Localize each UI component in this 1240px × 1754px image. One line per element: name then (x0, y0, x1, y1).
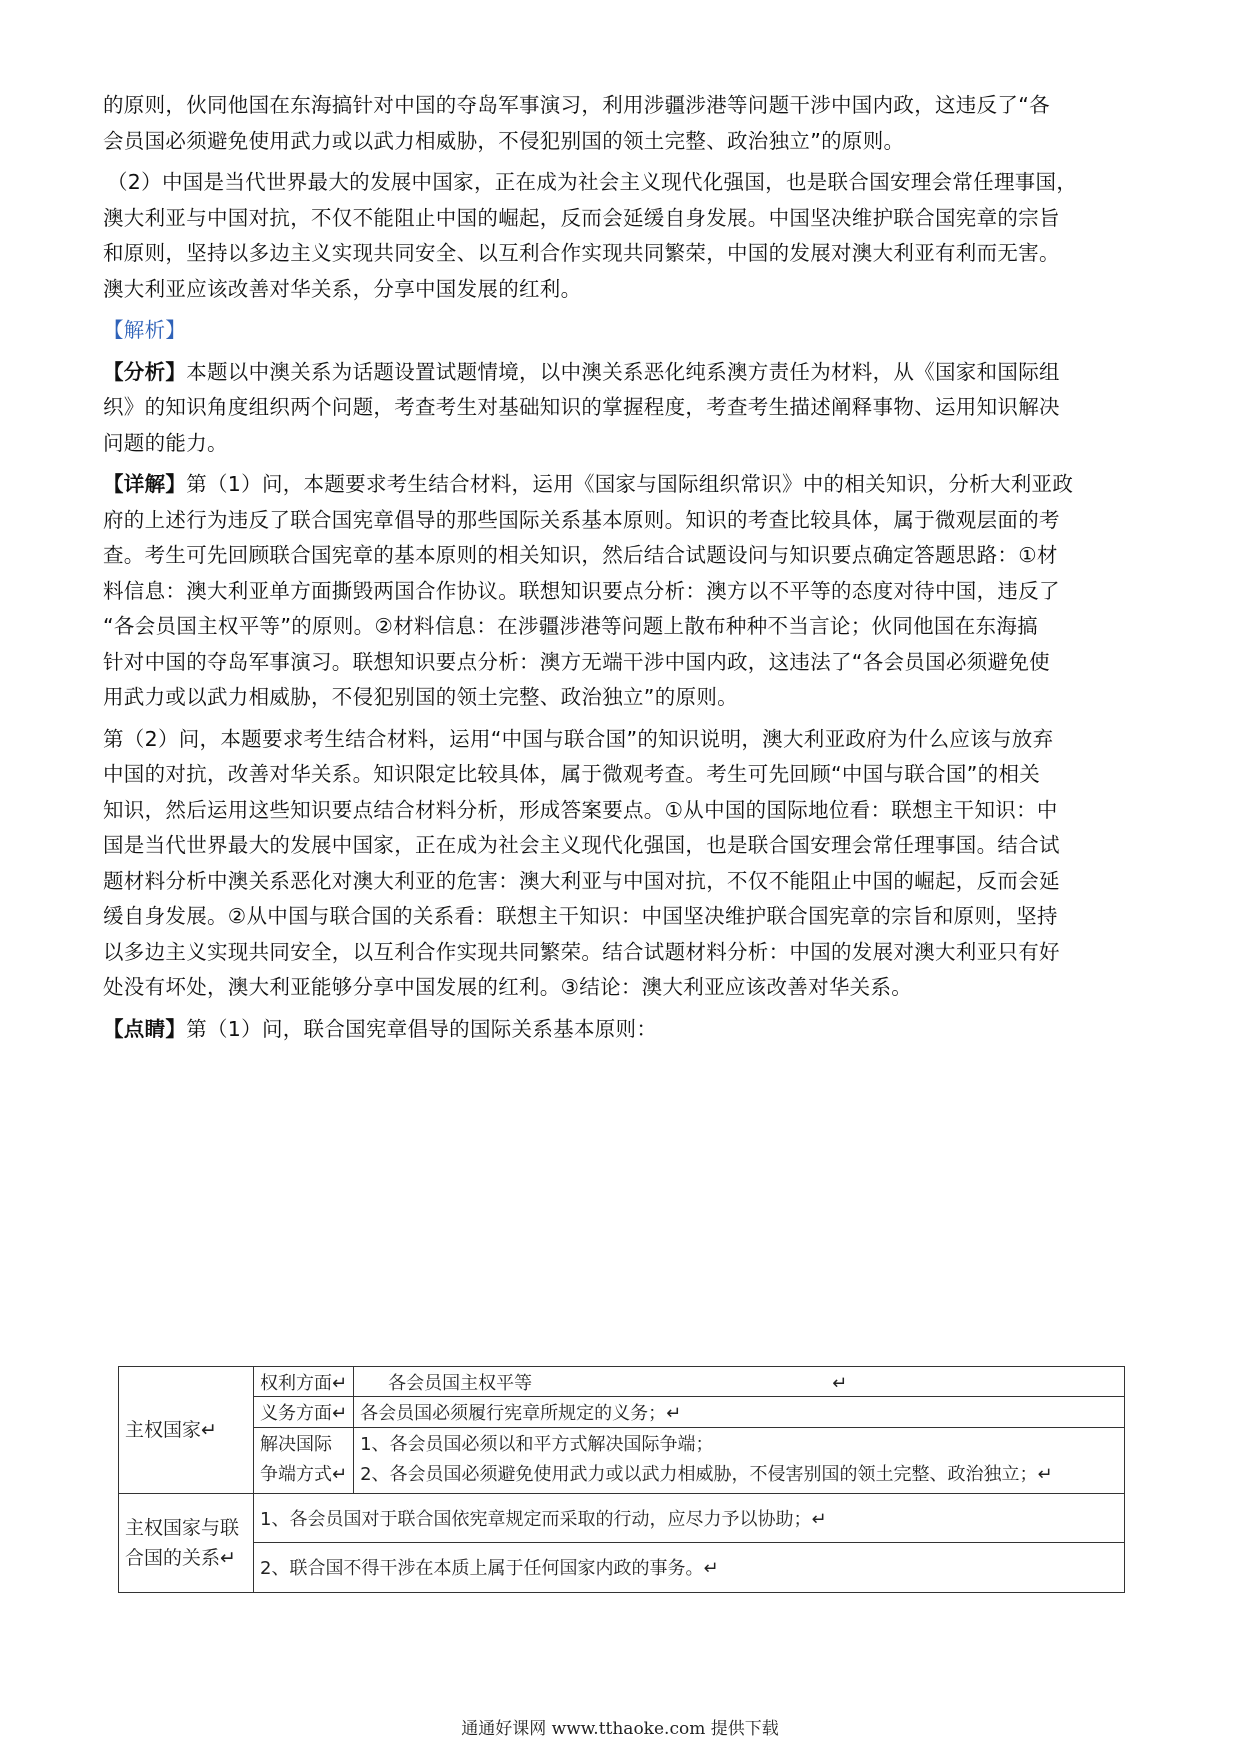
dianjing-label: 【点睛】 (103, 1016, 187, 1041)
xiangjie-text: 第（1）问，本题要求考生结合材料，运用《国家与国际组织常识》中的相关知识，分析大利亚政 (186, 472, 1074, 496)
table-group-sovereign-state: 主权国家↵ (119, 1367, 254, 1494)
fenxi-line: 问题的能力。 (103, 430, 228, 455)
jiexi-heading: 【解析】 (103, 318, 187, 342)
answer-paragraph-line: 澳大利亚与中国对抗，不仅不能阻止中国的崛起，反而会延缓自身发展。中国坚决维护联合国宪章的宗旨 (103, 205, 1060, 230)
fenxi-line: 织》的知识角度组织两个问题，考查考生对基础知识的掌握程度，考查考生描述阐释事物、运用知识解决 (103, 395, 1060, 419)
table-cell-rights: 各会员国主权平等 ↵ (354, 1367, 1125, 1397)
document-page (103, 88, 1138, 1047)
xiangjie-line: 府的上述行为违反了联合国宪章倡导的那些国际关系基本原则。知识的考查比较具体，属于微观层面的考 (103, 507, 1060, 532)
second-question-line: 缓自身发展。②从中国与联合国的关系看：联想主干知识：中国坚决维护联合国宪章的宗旨和原则，坚持 (103, 904, 1058, 928)
table-cell-non-interference: 2、联合国不得干涉在本质上属于任何国家内政的事务。↵ (254, 1542, 1125, 1592)
fenxi-text: 本题以中澳关系为话题设置试题情境，以中澳关系恶化纯系澳方责任为材料，从《国家和国际组 (186, 359, 1060, 384)
table-cell-dispute-settlement: 1、各会员国必须以和平方式解决国际争端； 2、各会员国必须避免使用武力或以武力相威胁，不侵害别国的领土完整、政治独立；↵ (354, 1427, 1125, 1494)
principles-table (118, 1366, 1125, 1593)
table-label-duties: 义务方面↵ (254, 1397, 354, 1427)
xiangjie-line: 针对中国的夺岛军事演习。联想知识要点分析：澳方无端干涉中国内政，这违法了“各会员国必须避免使 (103, 649, 1050, 674)
dianjing-text: 第（1）问，联合国宪章倡导的国际关系基本原则： (186, 1016, 658, 1041)
second-question-line: 知识，然后运用这些知识要点结合材料分析，形成答案要点。①从中国的国际地位看：联想主干知识：中 (103, 797, 1058, 822)
xiangjie-line: “各会员国主权平等”的原则。②材料信息：在涉疆涉港等问题上散布种种不当言论；伙同他国在东海搞 (103, 614, 1038, 638)
xiangjie-line: 用武力或以武力相威胁，不侵犯别国的领土完整、政治独立”的原则。 (103, 685, 738, 709)
table-cell-assist-un: 1、各会员国对于联合国依宪章规定而采取的行动，应尽力予以协助；↵ (254, 1494, 1125, 1542)
xiangjie-line (103, 467, 1138, 503)
fenxi-label: 【分析】 (103, 359, 187, 384)
xiangjie-label: 【详解】 (103, 472, 187, 496)
page-footer: 通通好课网 www.tthaoke.com 提供下载 (461, 1719, 779, 1739)
second-question-line: 题材料分析中澳关系恶化对澳大利亚的危害：澳大利亚与中国对抗，不仅不能阻止中国的崛起，反而会延 (103, 868, 1060, 893)
answer-paragraph-line: 会员国必须避免使用武力或以武力相威胁，不侵犯别国的领土完整、政治独立”的原则。 (103, 128, 905, 153)
second-question-line: 处没有坏处，澳大利亚能够分享中国发展的红利。③结论：澳大利亚应该改善对华关系。 (103, 975, 913, 999)
answer-paragraph-line: 和原则，坚持以多边主义实现共同安全、以互利合作实现共同繁荣，中国的发展对澳大利亚有利而无害。 (103, 241, 1060, 265)
xiangjie-line: 料信息：澳大利亚单方面撕毁两国合作协议。联想知识要点分析：澳方以不平等的态度对待中国，违反了 (103, 578, 1060, 603)
answer-paragraph-line: 澳大利亚应该改善对华关系，分享中国发展的红利。 (103, 276, 582, 301)
second-question-line: 第（2）问，本题要求考生结合材料，运用“中国与联合国”的知识说明，澳大利亚政府为什么应该与放弃 (103, 726, 1054, 751)
fenxi-line (103, 355, 1138, 391)
xiangjie-line: 查。考生可先回顾联合国宪章的基本原则的相关知识，然后结合试题设问与知识要点确定答题思路：①材 (103, 543, 1058, 567)
answer-paragraph-line: 的原则，伙同他国在东海搞针对中国的夺岛军事演习，利用涉疆涉港等问题干涉中国内政，这违反了“各 (103, 93, 1050, 117)
second-question-line: 中国的对抗，改善对华关系。知识限定比较具体，属于微观考查。考生可先回顾“中国与联合国”的相关 (103, 762, 1041, 786)
table-group-state-un-relation: 主权国家与联合国的关系↵ (119, 1494, 254, 1593)
table-cell-duties: 各会员国必须履行宪章所规定的义务；↵ (354, 1397, 1125, 1427)
table-label-dispute-settlement: 解决国际 争端方式↵ (254, 1427, 354, 1494)
dianjing-line (103, 1012, 1138, 1048)
answer-paragraph-line: （2）中国是当代世界最大的发展中国家，正在成为社会主义现代化强国，也是联合国安理会常任理事国， (107, 170, 1078, 194)
table-label-rights: 权利方面↵ (254, 1367, 354, 1397)
second-question-line: 以多边主义实现共同安全，以互利合作实现共同繁荣。结合试题材料分析：中国的发展对澳大利亚只有好 (103, 939, 1060, 964)
second-question-line: 国是当代世界最大的发展中国家，正在成为社会主义现代化强国，也是联合国安理会常任理事国。结合试 (103, 833, 1060, 857)
